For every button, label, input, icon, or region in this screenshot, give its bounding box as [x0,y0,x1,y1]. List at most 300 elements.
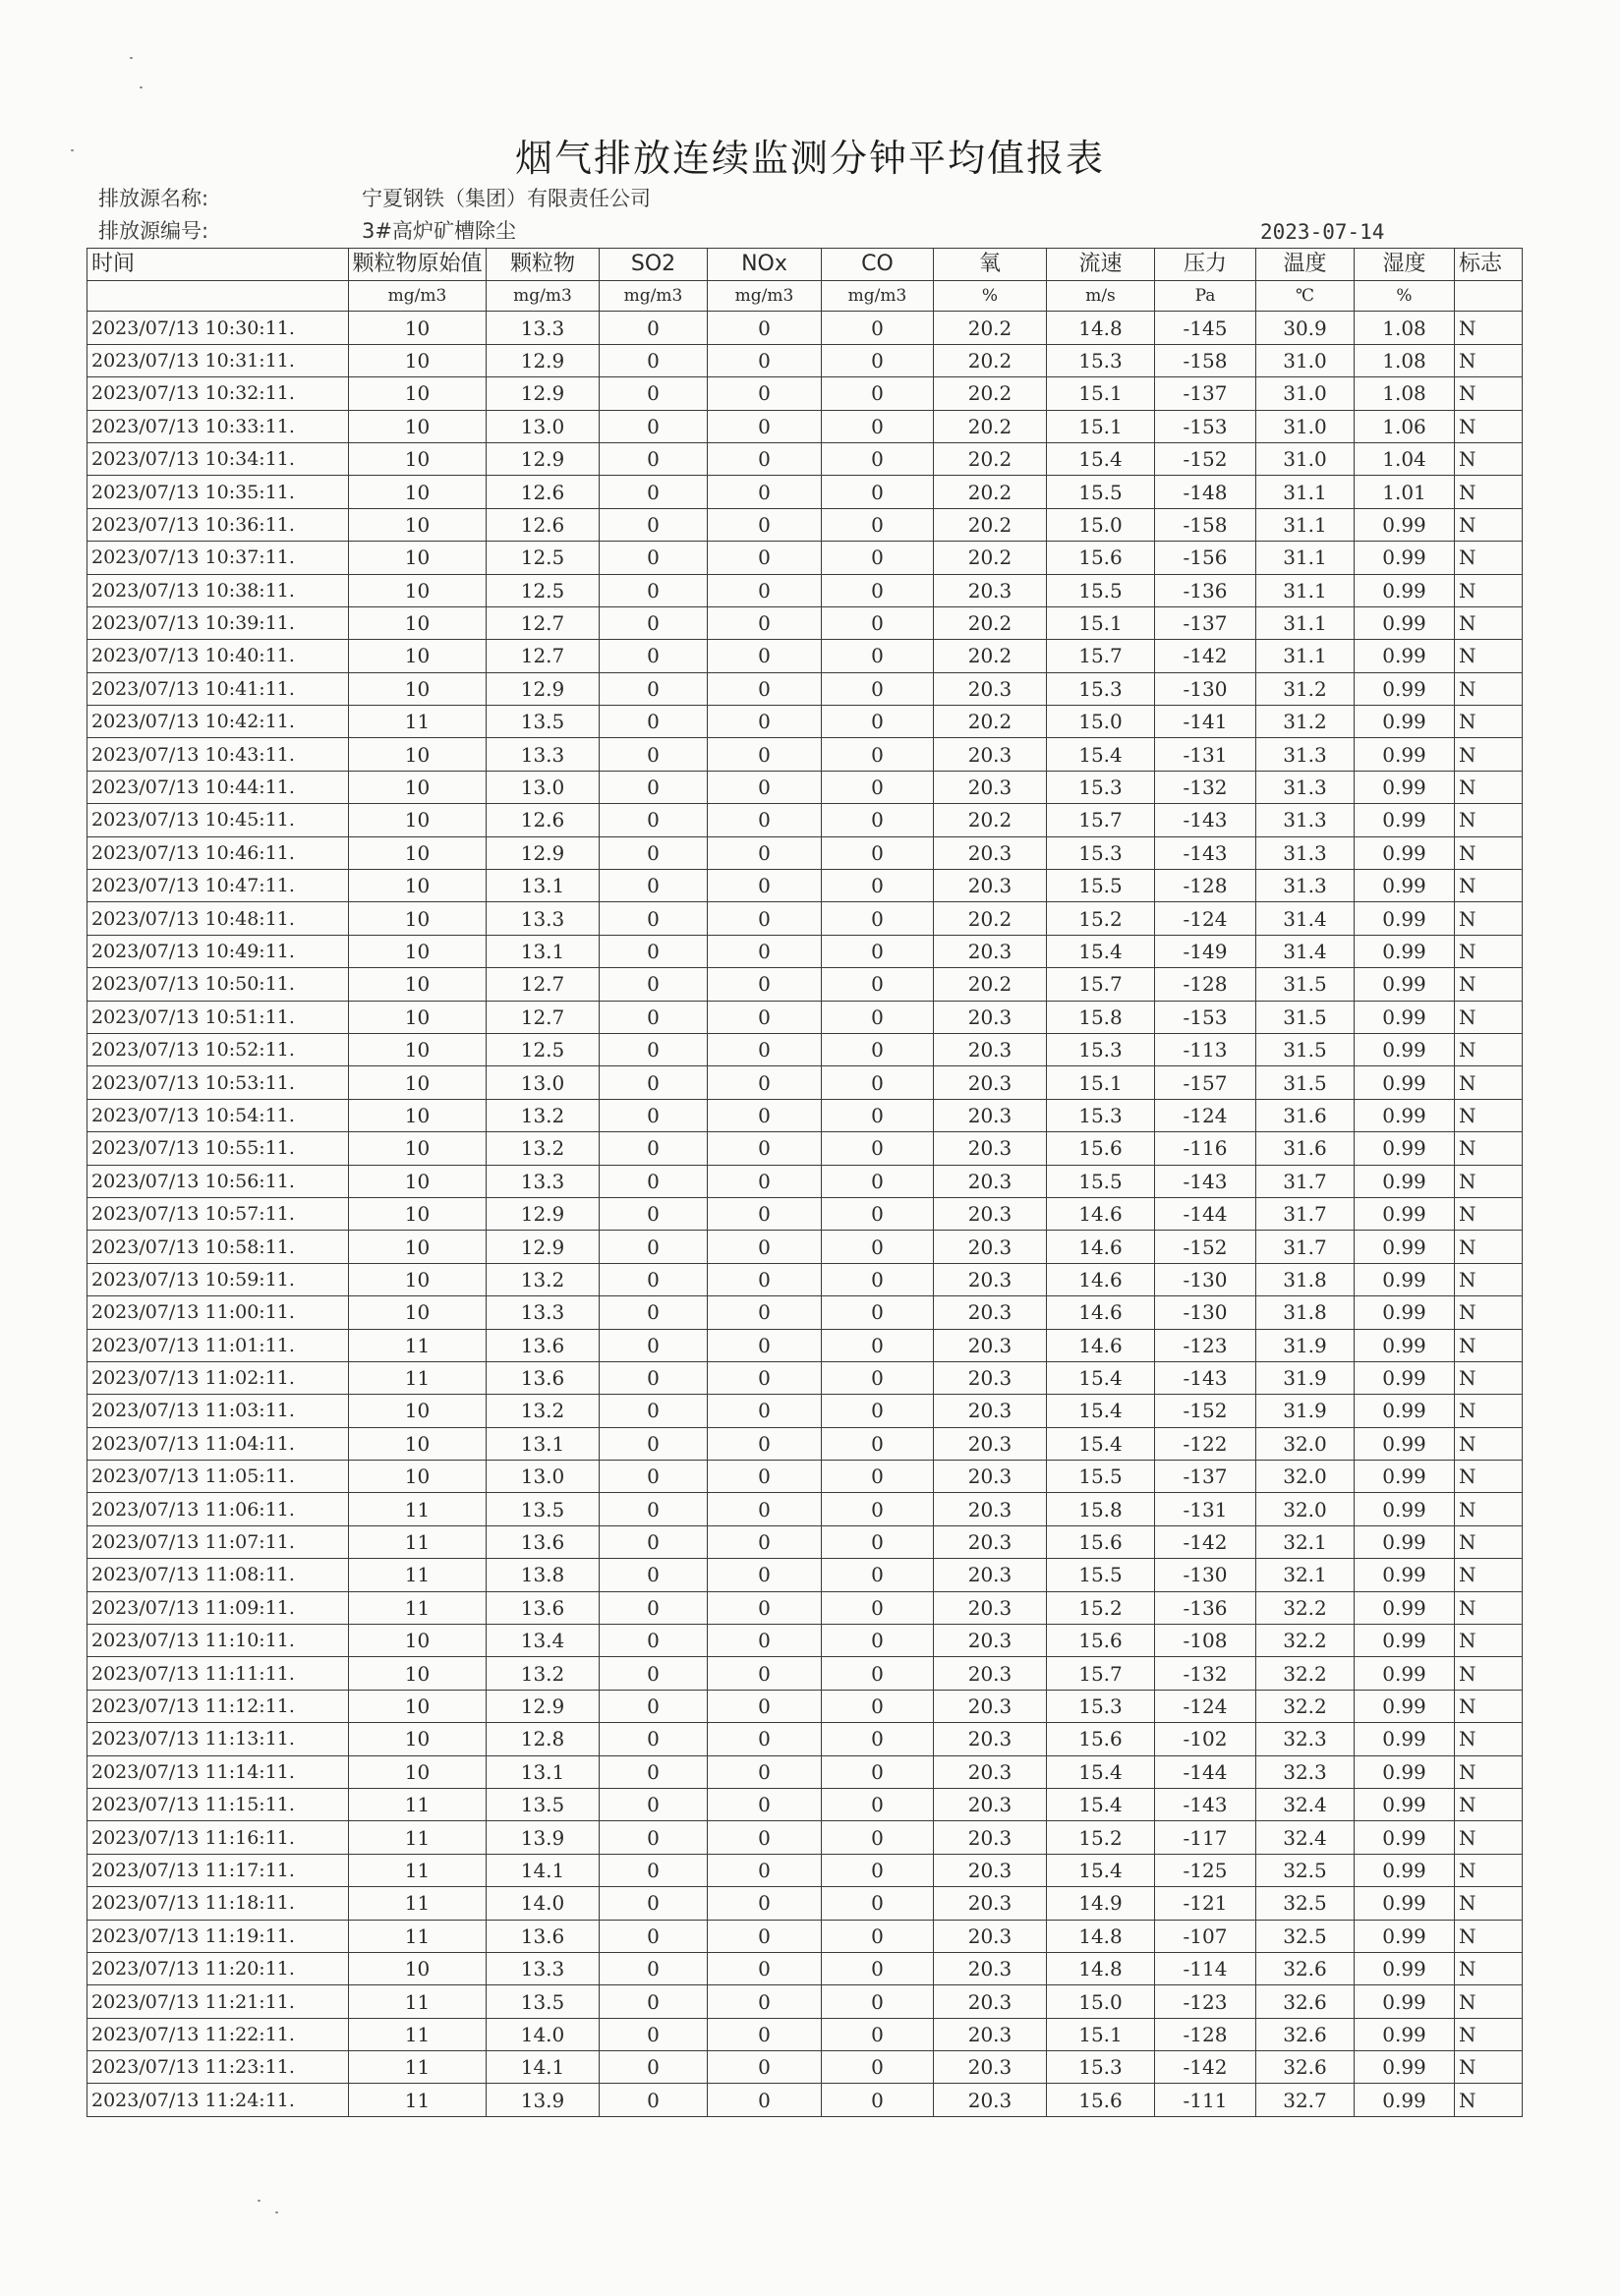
cell-oxygen: 20.3 [934,1591,1047,1624]
cell-so2: 0 [600,1461,708,1493]
cell-velocity: 15.4 [1047,1755,1155,1788]
unit-humidity: % [1355,281,1455,312]
cell-time: 2023/07/13 10:40:11. [87,640,349,672]
cell-velocity: 15.3 [1047,1690,1155,1722]
cell-flag: N [1455,1001,1523,1033]
cell-oxygen: 20.2 [934,410,1047,442]
cell-co: 0 [822,1329,934,1361]
cell-so2: 0 [600,771,708,803]
cell-temperature: 32.2 [1256,1625,1355,1657]
cell-flag: N [1455,1132,1523,1165]
cell-so2: 0 [600,836,708,869]
cell-humidity: 0.99 [1355,1001,1455,1033]
cell-nox: 0 [708,771,822,803]
cell-nox: 0 [708,672,822,705]
cell-co: 0 [822,410,934,442]
cell-humidity: 0.99 [1355,2051,1455,2084]
cell-pressure: -128 [1155,870,1256,902]
cell-pressure: -132 [1155,1657,1256,1690]
cell-flag: N [1455,1788,1523,1820]
cell-nox: 0 [708,442,822,475]
cell-velocity: 14.6 [1047,1231,1155,1263]
cell-pressure: -158 [1155,344,1256,376]
cell-pm: 12.9 [487,1231,600,1263]
report-title: 烟气排放连续监测分钟平均值报表 [514,137,1105,180]
cell-pm-raw: 11 [349,1920,487,1952]
cell-velocity: 15.4 [1047,935,1155,967]
cell-nox: 0 [708,2018,822,2050]
cell-flag: N [1455,1657,1523,1690]
cell-time: 2023/07/13 10:43:11. [87,738,349,771]
cell-humidity: 0.99 [1355,1395,1455,1427]
table-row [87,1525,1523,1558]
cell-velocity: 14.6 [1047,1263,1155,1295]
cell-pm: 12.5 [487,542,600,574]
cell-humidity: 0.99 [1355,1821,1455,1854]
cell-nox: 0 [708,1099,822,1131]
cell-velocity: 14.8 [1047,1952,1155,1984]
cell-velocity: 15.2 [1047,1591,1155,1624]
cell-oxygen: 20.3 [934,1329,1047,1361]
cell-nox: 0 [708,1591,822,1624]
cell-oxygen: 20.3 [934,2018,1047,2050]
cell-velocity: 15.1 [1047,377,1155,410]
cell-co: 0 [822,706,934,738]
cell-humidity: 0.99 [1355,836,1455,869]
cell-co: 0 [822,1559,934,1591]
cell-so2: 0 [600,1197,708,1230]
cell-humidity: 0.99 [1355,1985,1455,2018]
cell-temperature: 31.8 [1256,1263,1355,1295]
cell-velocity: 15.1 [1047,606,1155,639]
cell-velocity: 15.5 [1047,574,1155,606]
cell-oxygen: 20.3 [934,1854,1047,1886]
cell-oxygen: 20.2 [934,902,1047,935]
cell-co: 0 [822,442,934,475]
cell-time: 2023/07/13 10:41:11. [87,672,349,705]
cell-flag: N [1455,1461,1523,1493]
cell-pm-raw: 10 [349,902,487,935]
cell-so2: 0 [600,738,708,771]
cell-humidity: 0.99 [1355,640,1455,672]
cell-temperature: 31.4 [1256,902,1355,935]
cell-pressure: -125 [1155,1854,1256,1886]
cell-pm-raw: 11 [349,1591,487,1624]
cell-co: 0 [822,312,934,344]
unit-co: mg/m3 [822,281,934,312]
cell-so2: 0 [600,344,708,376]
cell-flag: N [1455,344,1523,376]
cell-pressure: -111 [1155,2084,1256,2116]
cell-time: 2023/07/13 10:52:11. [87,1033,349,1065]
cell-oxygen: 20.2 [934,508,1047,541]
cell-humidity: 0.99 [1355,1559,1455,1591]
cell-pm: 13.1 [487,1427,600,1460]
cell-flag: N [1455,738,1523,771]
cell-temperature: 31.7 [1256,1165,1355,1197]
cell-pm: 12.9 [487,442,600,475]
cell-pm: 13.2 [487,1099,600,1131]
cell-so2: 0 [600,476,708,508]
cell-pressure: -132 [1155,771,1256,803]
cell-humidity: 0.99 [1355,1920,1455,1952]
cell-pressure: -102 [1155,1723,1256,1755]
unit-pm-raw: mg/m3 [349,281,487,312]
cell-pm: 12.9 [487,1690,600,1722]
cell-so2: 0 [600,1033,708,1065]
cell-pressure: -142 [1155,1525,1256,1558]
cell-pm: 13.0 [487,1461,600,1493]
scan-speck [258,2200,260,2202]
cell-pm: 14.0 [487,2018,600,2050]
cell-so2: 0 [600,410,708,442]
table-row [87,902,1523,935]
cell-pm: 13.6 [487,1329,600,1361]
scan-speck [71,149,74,151]
cell-humidity: 0.99 [1355,574,1455,606]
cell-nox: 0 [708,1559,822,1591]
cell-nox: 0 [708,574,822,606]
cell-humidity: 1.08 [1355,377,1455,410]
cell-flag: N [1455,1099,1523,1131]
col-header-pm-raw: 颗粒物原始值 [349,249,487,281]
cell-oxygen: 20.3 [934,1197,1047,1230]
cell-humidity: 0.99 [1355,1755,1455,1788]
cell-temperature: 31.1 [1256,476,1355,508]
cell-time: 2023/07/13 11:08:11. [87,1559,349,1591]
cell-pm: 12.9 [487,836,600,869]
cell-time: 2023/07/13 10:55:11. [87,1132,349,1165]
cell-pm: 13.6 [487,1361,600,1394]
cell-temperature: 31.9 [1256,1329,1355,1361]
cell-oxygen: 20.2 [934,377,1047,410]
cell-pressure: -117 [1155,1821,1256,1854]
cell-time: 2023/07/13 10:39:11. [87,606,349,639]
cell-flag: N [1455,771,1523,803]
cell-oxygen: 20.2 [934,606,1047,639]
cell-co: 0 [822,1821,934,1854]
cell-pm-raw: 10 [349,1952,487,1984]
cell-nox: 0 [708,1197,822,1230]
cell-co: 0 [822,870,934,902]
cell-pm: 13.2 [487,1657,600,1690]
cell-pressure: -124 [1155,1099,1256,1131]
cell-flag: N [1455,902,1523,935]
cell-time: 2023/07/13 10:42:11. [87,706,349,738]
cell-time: 2023/07/13 10:51:11. [87,1001,349,1033]
cell-time: 2023/07/13 10:32:11. [87,377,349,410]
cell-humidity: 0.99 [1355,1690,1455,1722]
cell-nox: 0 [708,312,822,344]
cell-temperature: 32.5 [1256,1920,1355,1952]
cell-velocity: 15.4 [1047,1427,1155,1460]
table-row [87,574,1523,606]
cell-humidity: 0.99 [1355,1657,1455,1690]
cell-pressure: -130 [1155,672,1256,705]
cell-flag: N [1455,1231,1523,1263]
cell-temperature: 31.2 [1256,706,1355,738]
cell-pm: 14.1 [487,2051,600,2084]
cell-humidity: 0.99 [1355,1361,1455,1394]
cell-nox: 0 [708,1657,822,1690]
cell-pressure: -143 [1155,1165,1256,1197]
cell-pressure: -131 [1155,738,1256,771]
cell-pm: 13.5 [487,1493,600,1525]
cell-so2: 0 [600,574,708,606]
cell-velocity: 15.1 [1047,1066,1155,1099]
cell-velocity: 15.1 [1047,410,1155,442]
cell-flag: N [1455,1361,1523,1394]
cell-temperature: 32.2 [1256,1591,1355,1624]
scan-speck [130,57,133,59]
cell-nox: 0 [708,1525,822,1558]
cell-velocity: 15.0 [1047,508,1155,541]
cell-pm: 14.1 [487,1854,600,1886]
cell-flag: N [1455,1821,1523,1854]
table-row [87,2051,1523,2084]
cell-pm-raw: 10 [349,442,487,475]
table-row [87,1427,1523,1460]
table-row [87,1461,1523,1493]
cell-nox: 0 [708,1001,822,1033]
cell-co: 0 [822,1001,934,1033]
cell-so2: 0 [600,2018,708,2050]
cell-flag: N [1455,1559,1523,1591]
cell-pm: 12.6 [487,476,600,508]
cell-velocity: 15.3 [1047,836,1155,869]
cell-co: 0 [822,508,934,541]
cell-pressure: -136 [1155,1591,1256,1624]
cell-co: 0 [822,2018,934,2050]
cell-velocity: 14.6 [1047,1197,1155,1230]
cell-velocity: 15.6 [1047,1525,1155,1558]
cell-so2: 0 [600,968,708,1001]
cell-co: 0 [822,1788,934,1820]
cell-time: 2023/07/13 11:22:11. [87,2018,349,2050]
cell-co: 0 [822,968,934,1001]
data-table [87,248,1523,2117]
cell-oxygen: 20.3 [934,1231,1047,1263]
cell-pm-raw: 10 [349,1657,487,1690]
cell-humidity: 0.99 [1355,1591,1455,1624]
cell-oxygen: 20.3 [934,1395,1047,1427]
cell-so2: 0 [600,377,708,410]
cell-humidity: 0.99 [1355,1854,1455,1886]
cell-pm-raw: 11 [349,2051,487,2084]
cell-pm: 13.4 [487,1625,600,1657]
cell-nox: 0 [708,1361,822,1394]
cell-temperature: 31.0 [1256,442,1355,475]
table-row [87,1985,1523,2018]
col-header-nox: NOx [708,249,822,281]
cell-so2: 0 [600,1690,708,1722]
source-code-value: 3#高炉矿槽除尘 [362,219,516,243]
cell-humidity: 0.99 [1355,1033,1455,1065]
cell-flag: N [1455,1493,1523,1525]
cell-co: 0 [822,935,934,967]
table-row [87,2084,1523,2116]
cell-time: 2023/07/13 11:18:11. [87,1887,349,1920]
cell-temperature: 31.1 [1256,606,1355,639]
cell-nox: 0 [708,508,822,541]
cell-time: 2023/07/13 11:07:11. [87,1525,349,1558]
cell-flag: N [1455,1066,1523,1099]
cell-oxygen: 20.3 [934,1001,1047,1033]
table-row [87,1197,1523,1230]
cell-nox: 0 [708,968,822,1001]
cell-time: 2023/07/13 10:56:11. [87,1165,349,1197]
cell-flag: N [1455,1755,1523,1788]
cell-velocity: 15.4 [1047,1361,1155,1394]
cell-co: 0 [822,1493,934,1525]
cell-flag: N [1455,968,1523,1001]
cell-pm: 12.7 [487,606,600,639]
cell-oxygen: 20.3 [934,1657,1047,1690]
cell-pm-raw: 11 [349,1493,487,1525]
cell-oxygen: 20.3 [934,935,1047,967]
cell-co: 0 [822,2084,934,2116]
cell-flag: N [1455,2084,1523,2116]
cell-humidity: 0.99 [1355,1329,1455,1361]
cell-flag: N [1455,1854,1523,1886]
cell-pm-raw: 10 [349,410,487,442]
col-header-humidity: 湿度 [1355,249,1455,281]
cell-oxygen: 20.3 [934,870,1047,902]
cell-humidity: 0.99 [1355,935,1455,967]
scan-speck [275,2211,278,2213]
cell-oxygen: 20.3 [934,2084,1047,2116]
cell-nox: 0 [708,1427,822,1460]
cell-pressure: -108 [1155,1625,1256,1657]
cell-oxygen: 20.3 [934,1952,1047,1984]
cell-temperature: 32.0 [1256,1493,1355,1525]
cell-co: 0 [822,1231,934,1263]
cell-pm-raw: 10 [349,1723,487,1755]
cell-pm-raw: 10 [349,1690,487,1722]
cell-co: 0 [822,1033,934,1065]
cell-time: 2023/07/13 10:49:11. [87,935,349,967]
cell-velocity: 14.6 [1047,1329,1155,1361]
cell-nox: 0 [708,1329,822,1361]
cell-oxygen: 20.3 [934,1690,1047,1722]
cell-flag: N [1455,1427,1523,1460]
cell-temperature: 31.3 [1256,771,1355,803]
cell-pressure: -143 [1155,836,1256,869]
table-row [87,804,1523,836]
cell-nox: 0 [708,2051,822,2084]
cell-temperature: 31.9 [1256,1395,1355,1427]
cell-pm: 13.1 [487,935,600,967]
unit-velocity: m/s [1047,281,1155,312]
cell-co: 0 [822,1099,934,1131]
cell-nox: 0 [708,902,822,935]
cell-time: 2023/07/13 10:58:11. [87,1231,349,1263]
cell-flag: N [1455,1985,1523,2018]
cell-oxygen: 20.3 [934,1263,1047,1295]
cell-nox: 0 [708,804,822,836]
cell-so2: 0 [600,1559,708,1591]
cell-velocity: 15.5 [1047,1165,1155,1197]
cell-pm: 13.1 [487,870,600,902]
cell-co: 0 [822,738,934,771]
cell-pm-raw: 10 [349,836,487,869]
cell-nox: 0 [708,640,822,672]
cell-so2: 0 [600,1329,708,1361]
cell-nox: 0 [708,1461,822,1493]
cell-pm: 12.9 [487,672,600,705]
cell-so2: 0 [600,1231,708,1263]
cell-pm: 13.3 [487,1165,600,1197]
cell-oxygen: 20.3 [934,1461,1047,1493]
cell-velocity: 15.3 [1047,2051,1155,2084]
cell-pressure: -152 [1155,1395,1256,1427]
cell-pressure: -152 [1155,1231,1256,1263]
cell-so2: 0 [600,902,708,935]
cell-temperature: 32.7 [1256,2084,1355,2116]
cell-temperature: 32.4 [1256,1821,1355,1854]
cell-so2: 0 [600,2084,708,2116]
cell-oxygen: 20.2 [934,476,1047,508]
cell-pm-raw: 10 [349,1132,487,1165]
cell-temperature: 32.5 [1256,1887,1355,1920]
cell-pressure: -114 [1155,1952,1256,1984]
cell-oxygen: 20.2 [934,968,1047,1001]
cell-pressure: -130 [1155,1559,1256,1591]
cell-temperature: 31.1 [1256,542,1355,574]
cell-time: 2023/07/13 11:10:11. [87,1625,349,1657]
col-header-co: CO [822,249,934,281]
cell-oxygen: 20.3 [934,1920,1047,1952]
cell-time: 2023/07/13 11:05:11. [87,1461,349,1493]
cell-nox: 0 [708,1033,822,1065]
cell-pressure: -143 [1155,1361,1256,1394]
cell-pressure: -148 [1155,476,1256,508]
cell-velocity: 15.5 [1047,476,1155,508]
cell-pm-raw: 10 [349,640,487,672]
cell-temperature: 30.9 [1256,312,1355,344]
cell-pressure: -141 [1155,706,1256,738]
cell-time: 2023/07/13 10:48:11. [87,902,349,935]
cell-oxygen: 20.3 [934,1625,1047,1657]
cell-flag: N [1455,935,1523,967]
cell-humidity: 1.08 [1355,344,1455,376]
cell-humidity: 0.99 [1355,771,1455,803]
cell-nox: 0 [708,706,822,738]
table-row [87,312,1523,344]
col-header-oxygen: 氧 [934,249,1047,281]
cell-oxygen: 20.3 [934,771,1047,803]
cell-time: 2023/07/13 11:14:11. [87,1755,349,1788]
cell-temperature: 31.5 [1256,1001,1355,1033]
cell-co: 0 [822,1952,934,1984]
cell-co: 0 [822,1625,934,1657]
cell-pressure: -131 [1155,1493,1256,1525]
col-header-temperature: 温度 [1256,249,1355,281]
cell-flag: N [1455,1296,1523,1329]
cell-oxygen: 20.2 [934,542,1047,574]
cell-pm: 12.8 [487,1723,600,1755]
cell-nox: 0 [708,1625,822,1657]
cell-nox: 0 [708,542,822,574]
cell-pm-raw: 10 [349,1263,487,1295]
cell-pm-raw: 10 [349,1395,487,1427]
cell-oxygen: 20.3 [934,672,1047,705]
table-body [87,312,1523,2116]
cell-pressure: -116 [1155,1132,1256,1165]
cell-pm-raw: 10 [349,377,487,410]
cell-flag: N [1455,1625,1523,1657]
cell-flag: N [1455,1395,1523,1427]
